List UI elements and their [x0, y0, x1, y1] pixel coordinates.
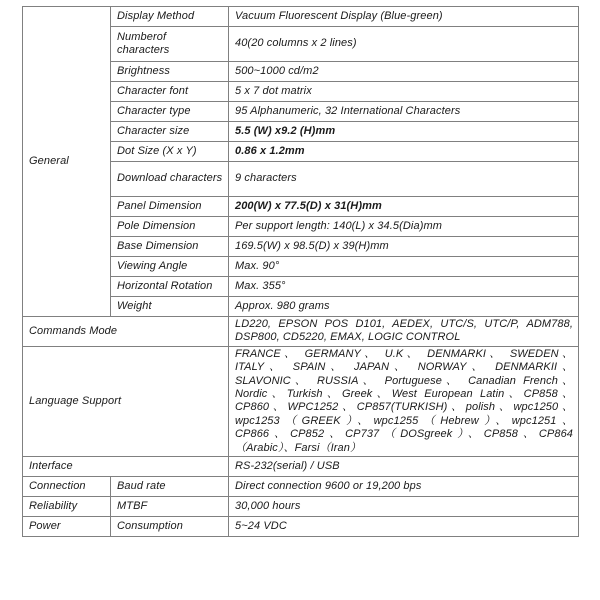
category-connection: Connection — [23, 477, 111, 497]
table-row — [23, 457, 579, 477]
commands-mode-line: DSP800, CD5220, EMAX, LOGIC CONTROL — [235, 331, 461, 344]
category-language-support: Language Support — [23, 346, 229, 456]
language-line: Nordic、Turkish、Greek、West European Latin、CP858、 — [235, 388, 573, 401]
spec-value: Direct connection 9600 or 19,200 bps — [229, 477, 579, 497]
table-row — [23, 497, 579, 517]
spec-value: 40(20 columns x 2 lines) — [229, 27, 579, 62]
category-commands-mode: Commands Mode — [23, 317, 229, 347]
spec-label: Viewing Angle — [111, 257, 229, 277]
spec-label: Weight — [111, 297, 229, 317]
spec-label: Base Dimension — [111, 237, 229, 257]
spec-label: MTBF — [111, 497, 229, 517]
spec-value: RS-232(serial) / USB — [229, 457, 579, 477]
spec-value: 9 characters — [229, 162, 579, 197]
spec-value: Per support length: 140(L) x 34.5(Dia)mm — [229, 217, 579, 237]
specification-table — [22, 6, 579, 537]
spec-label-download-characters — [111, 162, 229, 197]
language-line: wpc1253（GREEK）、wpc1255（Hebrew）、wpc1251、 — [235, 414, 573, 427]
spec-value: Max. 355° — [229, 277, 579, 297]
language-line: FRANCE、 GERMANY、 U.K、 DENMARKI、 SWEDEN、 — [235, 347, 573, 360]
table-row — [23, 317, 579, 347]
spec-label: Character font — [111, 82, 229, 102]
spec-label-line1: Numberof — [117, 30, 167, 43]
spec-value-highlighted: 200(W) x 77.5(D) x 31(H)mm — [229, 197, 579, 217]
language-support-value — [229, 346, 579, 456]
spec-label: Character size — [111, 122, 229, 142]
category-interface: Interface — [23, 457, 229, 477]
spec-value: 5 x 7 dot matrix — [229, 82, 579, 102]
spec-label: Baud rate — [111, 477, 229, 497]
table-row — [23, 7, 579, 27]
spec-value: 95 Alphanumeric, 32 International Characters — [229, 102, 579, 122]
spec-label: Brightness — [111, 62, 229, 82]
category-reliability: Reliability — [23, 497, 111, 517]
language-line: SLAVONIC、 RUSSIA、 Portuguese、 Canadian French、 — [235, 374, 573, 387]
spec-label: Display Method — [111, 7, 229, 27]
spec-value: Vacuum Fluorescent Display (Blue-green) — [229, 7, 579, 27]
spec-value: 30,000 hours — [229, 497, 579, 517]
category-general: General — [23, 7, 111, 317]
table-row — [23, 517, 579, 537]
table-row — [23, 477, 579, 497]
spec-value: Max. 90° — [229, 257, 579, 277]
spec-label: Horizontal Rotation — [111, 277, 229, 297]
spec-value: 500~1000 cd/m2 — [229, 62, 579, 82]
language-line: ITALY、 SPAIN、 JAPAN、 NORWAY、 DENMARKII、 — [235, 361, 573, 374]
language-line: （Arabic）、Farsi（Iran） — [235, 441, 362, 454]
table-row — [23, 346, 579, 456]
spec-label: Consumption — [111, 517, 229, 537]
spec-value-highlighted: 0.86 x 1.2mm — [229, 142, 579, 162]
commands-mode-line: LD220, EPSON POS D101, AEDEX, UTC/S, UTC/P, ADM788, — [235, 318, 573, 330]
spec-label-line2: characters — [169, 172, 223, 185]
spec-label-number-of-characters — [111, 27, 229, 62]
spec-label-line2: characters — [117, 44, 170, 56]
category-power: Power — [23, 517, 111, 537]
spec-value: 169.5(W) x 98.5(D) x 39(H)mm — [229, 237, 579, 257]
commands-mode-value — [229, 317, 579, 347]
spec-label: Dot Size (X x Y) — [111, 142, 229, 162]
spec-value-highlighted: 5.5 (W) x9.2 (H)mm — [229, 122, 579, 142]
spec-label: Panel Dimension — [111, 197, 229, 217]
spec-label: Character type — [111, 102, 229, 122]
spec-value: 5~24 VDC — [229, 517, 579, 537]
spec-label-line1: Download — [117, 172, 167, 185]
spec-label: Pole Dimension — [111, 217, 229, 237]
spec-value: Approx. 980 grams — [229, 297, 579, 317]
language-line: CP866、CP852、CP737（DOSgreek）、CP858、CP864 — [235, 428, 573, 441]
language-line: CP860、WPC1252、CP857(TURKISH)、polish、wpc1250、 — [235, 401, 573, 414]
